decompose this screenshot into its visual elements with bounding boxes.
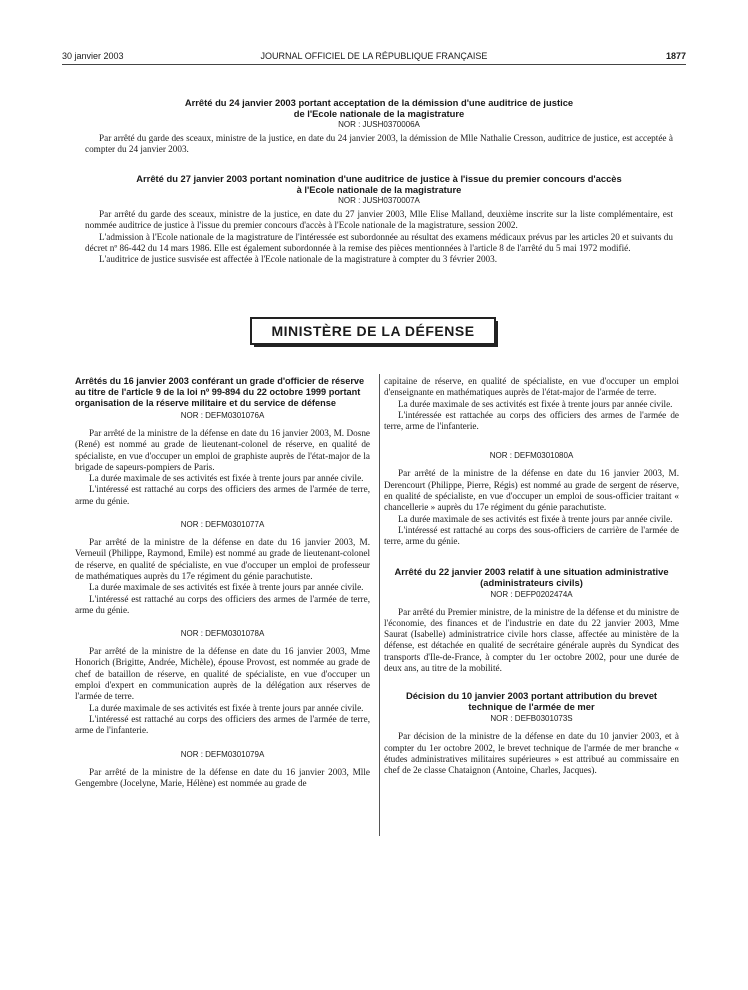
paragraph: capitaine de réserve, en qualité de spécialiste, en vue d'occuper un emploi d'enseignante en mathématiques auprès de l'état-major de l'armée de terre. [384, 376, 679, 398]
nor-reference: NOR : DEFP0202474A [490, 589, 573, 599]
paragraph: La durée maximale de ses activités est fixée à trente jours par année civile. [398, 398, 673, 409]
nor-reference: NOR : JUSH0370007A [338, 196, 420, 205]
page-number: 1877 [665, 51, 686, 61]
decision-title: Décision du 10 janvier 2003 portant attribution du brevet technique de l'armée de mer [405, 690, 658, 713]
nor-reference: NOR : JUSH0370006A [338, 120, 420, 129]
nor-reference: NOR : DEFM0301076A [180, 411, 265, 420]
paragraph: Par arrêté du Premier ministre, de la ministre de la défense et du ministre de l'économie, des finances et de l'industrie en date du 22 janvier 2003, Mme Saurat (Isabelle) administratrice civile hors classe, affectée au ministère de la défense, est détachée en qualité de secrétaire générale auprès du Syndicat des transports d'Ile-de-France, à compter du 1er octobre 2002, pour une durée de deux ans, au titre de la mobilité. [384, 606, 679, 674]
paragraph: Par arrêté de la ministre de la défense en date du 16 janvier 2003, M. Derencourt (Philippe, Pierre, Régis) est nommé au grade de sergent de réserve, en qualité de spécialiste, en vue d'occuper un emploi de sous-officier traitant « chancellerie » auprès du 17e régiment du génie parachutiste. [384, 468, 679, 513]
paragraph: L'admission à l'Ecole nationale de la magistrature de l'intéressée est subordonnée au résultat des examens médicaux prévus par les articles 20 et suivants du décret nº 86-442 du 14 mars 1986. Elle est également subordonnée à la remise des pièces mentionnées à l'article 8 de l'arrêté du 5 mai 1972 modifié. [85, 231, 673, 253]
decree-block [384, 566, 679, 675]
paragraph: L'intéressé est rattaché au corps des officiers des armes de l'armée de terre, arme du génie. [75, 593, 370, 615]
decree-block [75, 749, 370, 790]
paragraph: La durée maximale de ses activités est fixée à trente jours par année civile. [89, 582, 364, 593]
paragraph: Par arrêté de la ministre de la défense en date du 16 janvier 2003, M. Dosne (René) est nommé au grade de lieutenant-colonel de réserve, en qualité de spécialiste, en vue d'occuper un emploi de graphiste auprès de l'état-major de la brigade de sapeurs-pompiers de Paris. [75, 428, 370, 472]
paragraph: La durée maximale de ses activités est fixée à trente jours par année civile. [89, 702, 364, 713]
section-resignation [85, 97, 673, 156]
paragraph: L'auditrice de justice susvisée est affectée à l'Ecole nationale de la magistrature à compter du 3 février 2003. [99, 254, 498, 265]
decree-title: Arrêté du 22 janvier 2003 relatif à une situation administrative (administrateurs civils) [394, 565, 669, 588]
paragraph: Par arrêté de la ministre de la défense en date du 16 janvier 2003, Mlle Gengembre (Jocelyne, Marie, Hélène) est nommée au grade de [75, 766, 370, 788]
nor-reference: NOR : DEFM0301077A [180, 520, 265, 530]
paragraph: Par décision de la ministre de la défense en date du 10 janvier 2003, et à compter du 1er octobre 2002, le brevet technique de l'armée de mer branche « études administratives militaires supérieures » est attribué au commissaire en chef de 2e classe Chataignon (Antoine, Charles, Jacques). [384, 731, 679, 776]
right-column [384, 376, 679, 789]
column-divider [379, 374, 380, 836]
nor-reference: NOR : DEFM0301080A [489, 451, 574, 461]
decree-block [75, 628, 370, 736]
ministry-heading: MINISTÈRE DE LA DÉFENSE [250, 317, 496, 345]
decree-block [75, 410, 370, 507]
nor-reference: NOR : DEFB0301073S [490, 714, 573, 724]
issue-date: 30 janvier 2003 [62, 51, 124, 61]
nor-reference: NOR : DEFM0301079A [180, 749, 265, 759]
left-column [75, 376, 370, 801]
paragraph: L'intéressé est rattaché au corps des sous-officiers de carrière de l'armée de terre, arme du génie. [384, 524, 679, 547]
section-title: Arrêté du 27 janvier 2003 portant nomination d'une auditrice de justice à l'issue du premier concours d'accès à l'Ecole nationale de la magistrature [136, 173, 622, 195]
paragraph: L'intéressé est rattaché au corps des officiers des armes de l'armée de terre, arme du génie. [75, 484, 370, 506]
paragraph: L'intéressé est rattaché au corps des officiers des armes de l'armée de terre, arme de l'infanterie. [75, 713, 370, 736]
paragraph: Par arrêté de la ministre de la défense en date du 16 janvier 2003, M. Verneuil (Philippe, Raymond, Emile) est nommé au grade de lieutenant-colonel de réserve, en qualité de spécialiste, en vue d'occuper un emploi de professeur de mathématiques auprès du 17e régiment du génie parachutiste. [75, 537, 370, 581]
decree-block [75, 519, 370, 616]
decree-title: Arrêtés du 16 janvier 2003 conférant un grade d'officier de réserve au titre de l'article 9 de la loi nº 99-894 du 22 octobre 1999 portant organisation de la réserve militaire et du service de défense [75, 376, 365, 408]
paragraph: L'intéressée est rattachée au corps des officiers des armes de l'armée de terre, arme de l'infanterie. [384, 409, 679, 432]
header-rule [62, 64, 686, 65]
nor-reference: NOR : DEFM0301078A [180, 629, 265, 639]
paragraph: Par arrêté de la ministre de la défense en date du 16 janvier 2003, Mme Honorich (Brigitte, Andrée, Michèle), épouse Provost, est nommée au grade de chef de bataillon de réserve, en qualité de spécialiste, en vue d'occuper un emploi d'expert en communication auprès de la délégation aux réserves de l'armée de terre. [75, 646, 370, 702]
journal-title: JOURNAL OFFICIEL DE LA RÉPUBLIQUE FRANÇAISE [260, 51, 488, 61]
decision-block [384, 690, 679, 776]
section-nomination [85, 173, 673, 265]
paragraph: La durée maximale de ses activités est fixée à trente jours par année civile. [89, 473, 364, 484]
paragraph: Par arrêté du garde des sceaux, ministre de la justice, en date du 24 janvier 2003, la démission de Mlle Nathalie Cresson, auditrice de justice, est acceptée à compter du 24 janvier 2003. [85, 133, 673, 155]
paragraph: La durée maximale de ses activités est fixée à trente jours par année civile. [398, 513, 673, 524]
decree-block-continued [384, 376, 679, 432]
section-title: Arrêté du 24 janvier 2003 portant acceptation de la démission d'une auditrice de justice de l'Ecole nationale de la magistrature [184, 97, 574, 119]
paragraph: Par arrêté du garde des sceaux, ministre de la justice, en date du 27 janvier 2003, Mlle Elise Malland, deuxième inscrite sur la liste complémentaire, est nommée auditrice de justice à l'issue du premier concours d'accès à l'Ecole nationale de la magistrature, session 2002. [85, 209, 673, 231]
decree-block [384, 450, 679, 547]
